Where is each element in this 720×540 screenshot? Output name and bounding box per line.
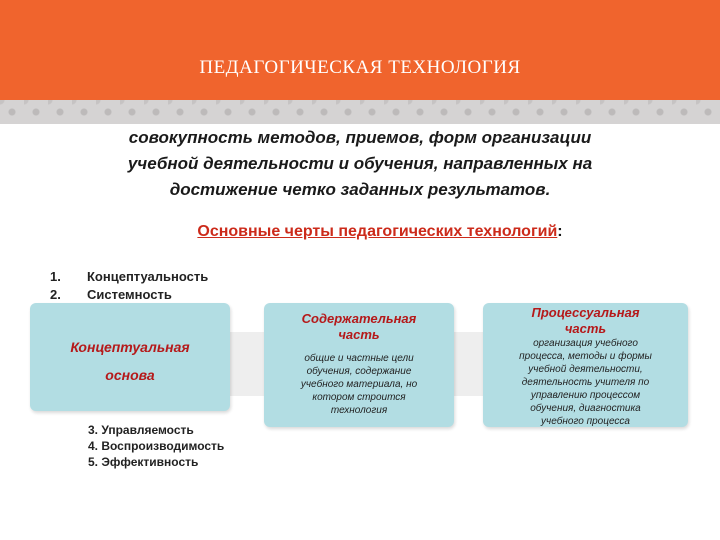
box-title-line: Содержательная bbox=[301, 311, 417, 326]
box-text-line: обучения, диагностика bbox=[530, 403, 641, 414]
definition-line: совокупность методов, приемов, форм организации bbox=[128, 128, 592, 147]
features-heading bbox=[0, 223, 720, 241]
list-item bbox=[50, 268, 208, 286]
box-text-line: процесса, методы и формы bbox=[519, 351, 652, 362]
definition-line: учебной деятельности и обучения, направленных на bbox=[127, 154, 593, 173]
list-item-label: Концептуальность bbox=[87, 269, 209, 284]
box-text-line: котором строится bbox=[312, 392, 406, 403]
box-text-line: деятельность учителя по bbox=[521, 377, 650, 388]
box-text-line: управлению процессом bbox=[530, 390, 641, 401]
header-bar bbox=[0, 0, 720, 100]
definition-text bbox=[60, 125, 660, 203]
box-text-line: организация учебного bbox=[533, 338, 638, 349]
features-heading-colon: : bbox=[557, 223, 563, 240]
definition-line: достижение четко заданных результатов. bbox=[169, 180, 551, 199]
box-text-line: учебного материала, но bbox=[300, 379, 418, 390]
box-title-line: Процессуальная bbox=[531, 305, 640, 320]
conceptual-basis-label bbox=[30, 333, 230, 389]
content-part-title bbox=[264, 311, 454, 343]
list-item bbox=[50, 286, 208, 304]
list-item-label: Системность bbox=[87, 287, 172, 302]
list-item-number: 1. bbox=[50, 269, 61, 284]
box-title-line: часть bbox=[564, 321, 607, 336]
box-text-line: учебного процесса bbox=[541, 416, 630, 427]
process-part-title bbox=[483, 305, 688, 337]
page-title: ПЕДАГОГИЧЕСКАЯ ТЕХНОЛОГИЯ bbox=[199, 57, 521, 78]
box-text-line: обучения, содержание bbox=[306, 366, 412, 377]
features-list-top bbox=[50, 268, 208, 304]
connector-band-left bbox=[228, 332, 268, 396]
features-heading-text: Основные черты педагогических технологий bbox=[197, 223, 558, 240]
decorative-pattern-strip bbox=[0, 100, 720, 124]
list-item: 3. Управляемость bbox=[88, 423, 194, 437]
content-part-text bbox=[264, 352, 454, 417]
box-text-line: общие и частные цели bbox=[304, 353, 414, 364]
list-item-number: 2. bbox=[50, 287, 61, 302]
connector-band-right bbox=[452, 332, 486, 396]
box-text-line: учебной деятельности, bbox=[528, 364, 643, 375]
box-title-line: часть bbox=[338, 327, 380, 342]
features-list-bottom bbox=[88, 422, 224, 470]
list-item: 4. Воспроизводимость bbox=[88, 439, 225, 453]
box-label-line: Концептуальная bbox=[70, 339, 190, 355]
list-item: 5. Эффективность bbox=[88, 455, 199, 469]
box-text-line: технология bbox=[330, 405, 388, 416]
process-part-text bbox=[483, 337, 688, 428]
box-label-line: основа bbox=[105, 367, 155, 383]
